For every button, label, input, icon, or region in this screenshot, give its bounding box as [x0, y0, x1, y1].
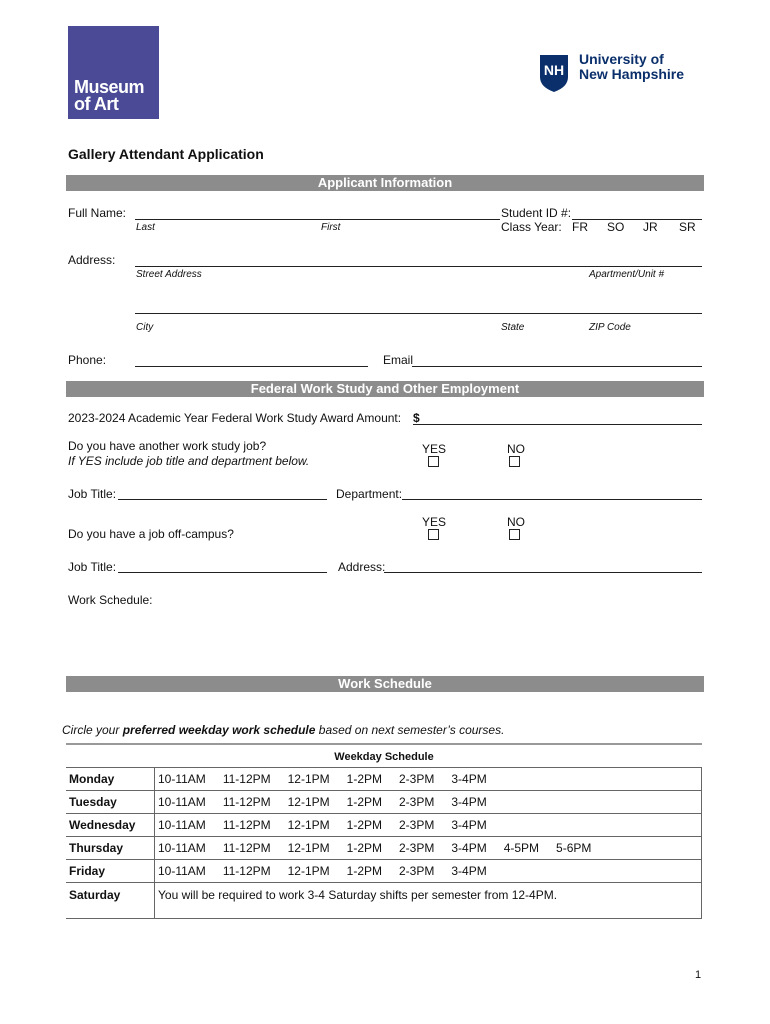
time-slot[interactable]: 12-1PM: [287, 841, 330, 855]
weekday-schedule-title: Weekday Schedule: [66, 743, 702, 768]
last-name-caption: Last: [136, 222, 155, 233]
section-work-study: Federal Work Study and Other Employment: [66, 381, 704, 397]
other-job-yes-checkbox[interactable]: [428, 456, 439, 467]
first-name-caption: First: [321, 222, 341, 233]
address-label: Address:: [68, 253, 116, 267]
page-number: 1: [695, 969, 702, 981]
museum-logo-text: Museum of Art: [74, 77, 145, 114]
off-campus-yes-checkbox[interactable]: [428, 529, 439, 540]
time-slot[interactable]: 10-11AM: [158, 864, 206, 878]
email-label: Email: [383, 353, 414, 367]
full-name-label: Full Name:: [68, 206, 127, 220]
schedule-row: [66, 860, 702, 883]
apartment-caption: Apartment/Unit #: [589, 269, 665, 280]
full-name-field[interactable]: [135, 219, 500, 220]
class-year-jr[interactable]: JR: [643, 220, 658, 234]
schedule-slots: [155, 860, 702, 883]
phone-field[interactable]: [135, 366, 368, 367]
time-slot[interactable]: 2-3PM: [399, 818, 435, 832]
section-work-schedule: Work Schedule: [66, 676, 704, 692]
schedule-table: [66, 767, 702, 919]
schedule-day: Friday: [66, 860, 155, 883]
street-address-caption: Street Address: [136, 269, 202, 280]
other-job-no-checkbox[interactable]: [509, 456, 520, 467]
schedule-day: Saturday: [66, 883, 155, 919]
class-year-label: Class Year:: [501, 220, 562, 234]
time-slot[interactable]: 11-12PM: [222, 795, 271, 809]
department-field[interactable]: [402, 499, 702, 500]
class-year-sr[interactable]: SR: [679, 220, 696, 234]
time-slot[interactable]: 5-6PM: [556, 841, 592, 855]
schedule-slots: [155, 791, 702, 814]
schedule-row: [66, 837, 702, 860]
time-slot[interactable]: 12-1PM: [287, 772, 330, 786]
time-slot[interactable]: 1-2PM: [346, 818, 382, 832]
off-campus-no-checkbox[interactable]: [509, 529, 520, 540]
class-year-so[interactable]: SO: [607, 220, 625, 234]
time-slot[interactable]: 3-4PM: [451, 795, 487, 809]
schedule-day: Monday: [66, 768, 155, 791]
off-campus-job-title-field[interactable]: [118, 572, 327, 573]
schedule-day: Wednesday: [66, 814, 155, 837]
no-label-2: NO: [507, 515, 525, 529]
time-slot[interactable]: 10-11AM: [158, 818, 206, 832]
work-schedule-label: Work Schedule:: [68, 593, 153, 607]
time-slot[interactable]: 12-1PM: [287, 864, 330, 878]
schedule-row: [66, 768, 702, 791]
class-year-fr[interactable]: FR: [572, 220, 588, 234]
time-slot[interactable]: 1-2PM: [346, 864, 382, 878]
city-caption: City: [136, 322, 154, 333]
other-job-question: Do you have another work study job?: [68, 439, 267, 453]
schedule-instruction: Circle your preferred weekday work schedule based on next semester’s courses.: [62, 723, 505, 737]
time-slot[interactable]: 3-4PM: [451, 864, 487, 878]
no-label: NO: [507, 442, 525, 456]
department-label: Department:: [336, 487, 403, 501]
time-slot[interactable]: 11-12PM: [222, 864, 271, 878]
off-campus-question: Do you have a job off-campus?: [68, 527, 234, 541]
unh-shield-icon: [538, 53, 570, 93]
street-address-field[interactable]: [135, 266, 702, 267]
unh-mark: NH: [543, 62, 565, 78]
time-slot[interactable]: 11-12PM: [222, 818, 271, 832]
off-campus-address-field[interactable]: [384, 572, 702, 573]
award-amount-label: 2023-2024 Academic Year Federal Work Study Award Amount:: [68, 411, 402, 425]
zip-caption: ZIP Code: [589, 322, 631, 333]
time-slot[interactable]: 3-4PM: [451, 772, 487, 786]
time-slot[interactable]: 12-1PM: [287, 818, 330, 832]
time-slot[interactable]: 10-11AM: [158, 795, 206, 809]
saturday-note: You will be required to work 3-4 Saturday shifts per semester from 12-4PM.: [155, 883, 702, 919]
yes-label: YES: [422, 442, 447, 456]
schedule-slots: [155, 837, 702, 860]
time-slot[interactable]: 1-2PM: [346, 772, 382, 786]
job-title-label: Job Title:: [68, 487, 117, 501]
section-applicant-info: Applicant Information: [66, 175, 704, 191]
time-slot[interactable]: 4-5PM: [503, 841, 540, 855]
time-slot[interactable]: 3-4PM: [451, 841, 487, 855]
job-title-label-2: Job Title:: [68, 560, 117, 574]
phone-label: Phone:: [68, 353, 107, 367]
time-slot[interactable]: 2-3PM: [399, 864, 435, 878]
yes-label-2: YES: [422, 515, 447, 529]
page-title: Gallery Attendant Application: [68, 146, 264, 162]
schedule-slots: [155, 814, 702, 837]
time-slot[interactable]: 1-2PM: [346, 841, 382, 855]
off-campus-address-label: Address:: [338, 560, 386, 574]
time-slot[interactable]: 2-3PM: [399, 841, 435, 855]
time-slot[interactable]: 12-1PM: [287, 795, 330, 809]
unh-logo-text: University of New Hampshire: [579, 51, 685, 82]
job-title-field[interactable]: [118, 499, 327, 500]
time-slot[interactable]: 2-3PM: [399, 795, 435, 809]
time-slot[interactable]: 3-4PM: [451, 818, 487, 832]
award-amount-field[interactable]: [413, 424, 702, 425]
schedule-day: Tuesday: [66, 791, 155, 814]
schedule-row-saturday: [66, 883, 702, 919]
time-slot[interactable]: 11-12PM: [222, 772, 271, 786]
time-slot[interactable]: 10-11AM: [158, 841, 206, 855]
schedule-day: Thursday: [66, 837, 155, 860]
schedule-row: [66, 791, 702, 814]
email-field[interactable]: [412, 366, 702, 367]
time-slot[interactable]: 2-3PM: [399, 772, 435, 786]
dollar-sign: $: [413, 411, 420, 425]
time-slot[interactable]: 11-12PM: [222, 841, 271, 855]
other-job-note: If YES include job title and department below.: [68, 454, 310, 468]
city-state-zip-field[interactable]: [135, 313, 702, 314]
student-id-label: Student ID #:: [501, 206, 572, 220]
time-slot[interactable]: 10-11AM: [158, 772, 206, 786]
state-caption: State: [501, 322, 525, 333]
time-slot[interactable]: 1-2PM: [346, 795, 382, 809]
schedule-row: [66, 814, 702, 837]
schedule-slots: [155, 768, 702, 791]
